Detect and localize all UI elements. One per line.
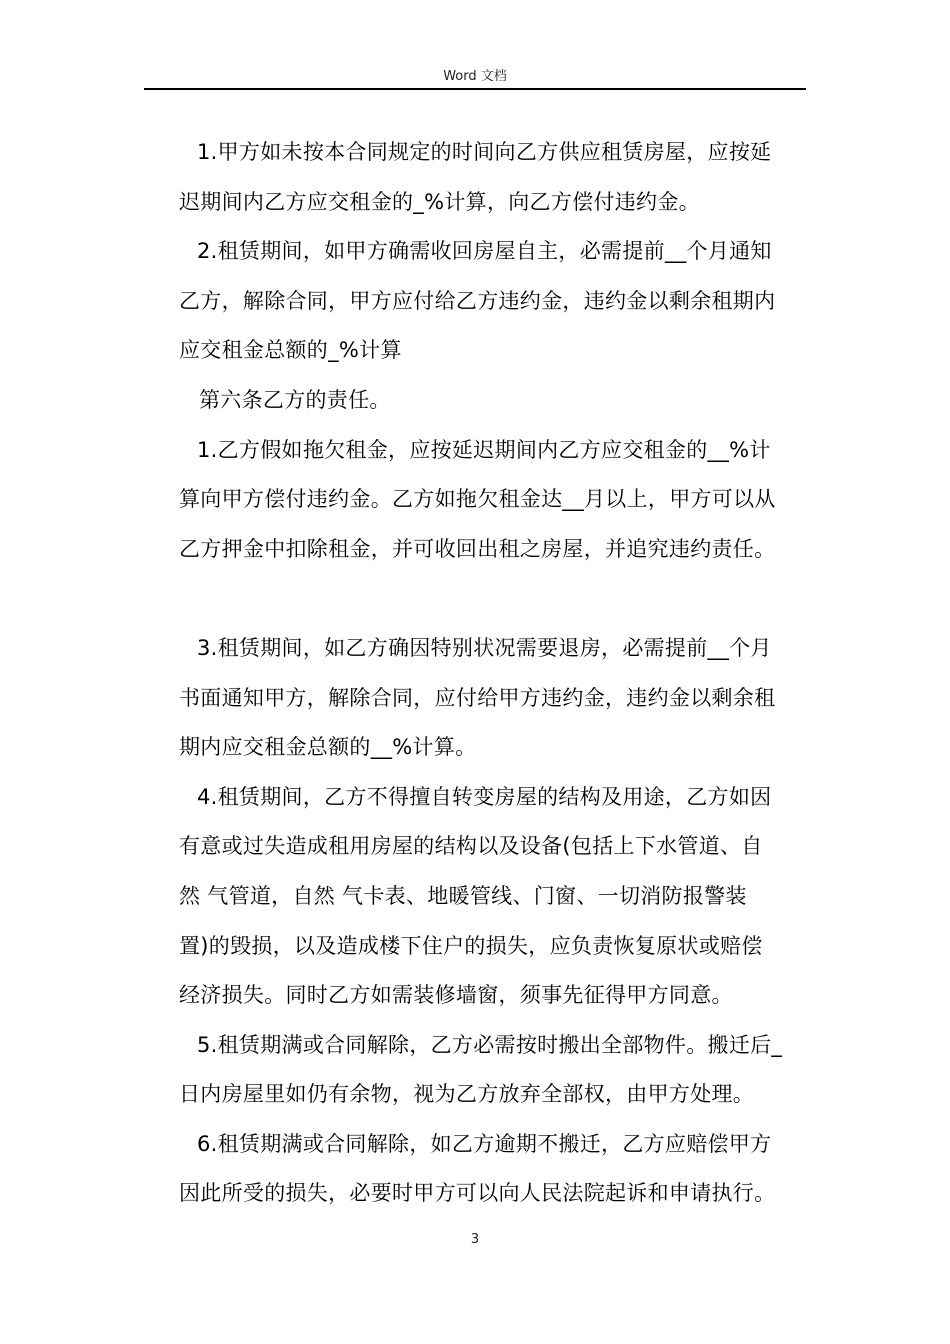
body-line: 应交租金总额的_%计算	[179, 338, 402, 362]
header-divider	[144, 88, 806, 90]
body-line: 期内应交租金总额的__%计算。	[179, 735, 477, 759]
section-heading: 第六条乙方的责任。	[199, 388, 391, 412]
page-number: 3	[470, 1232, 480, 1247]
body-line: 迟期间内乙方应交租金的_%计算，向乙方偿付违约金。	[179, 190, 700, 214]
body-line: 乙方，解除合同，甲方应付给乙方违约金，违约金以剩余租期内	[179, 289, 776, 313]
body-line: 置)的毁损，以及造成楼下住户的损失，应负责恢复原状或赔偿	[179, 934, 763, 958]
body-line: 有意或过失造成租用房屋的结构以及设备(包括上下水管道、自	[179, 834, 763, 858]
body-line: 6.租赁期满或合同解除，如乙方逾期不搬迁，乙方应赔偿甲方	[197, 1132, 772, 1156]
body-line: 5.租赁期满或合同解除，乙方必需按时搬出全部物件。搬迁后_	[197, 1033, 783, 1057]
body-line: 然 气管道，自然 气卡表、地暖管线、门窗、一切消防报警装	[179, 884, 747, 908]
body-line: 3.租赁期间，如乙方确因特别状况需要退房，必需提前__个月	[197, 636, 772, 660]
body-line: 经济损失。同时乙方如需装修墙窗，须事先征得甲方同意。	[179, 983, 733, 1007]
document-header-title: Word 文档	[443, 69, 507, 84]
body-line: 1.甲方如未按本合同规定的时间向乙方供应租赁房屋，应按延	[197, 140, 772, 164]
body-line: 因此所受的损失，必要时甲方可以向人民法院起诉和申请执行。	[179, 1181, 776, 1205]
body-line: 算向甲方偿付违约金。乙方如拖欠租金达__月以上，甲方可以从	[179, 487, 776, 511]
body-line: 1.乙方假如拖欠租金，应按延迟期间内乙方应交租金的__%计	[197, 438, 771, 462]
body-line: 4.租赁期间，乙方不得擅自转变房屋的结构及用途，乙方如因	[197, 785, 772, 809]
body-line: 书面通知甲方，解除合同，应付给甲方违约金，违约金以剩余租	[179, 686, 776, 710]
body-line: 乙方押金中扣除租金，并可收回出租之房屋，并追究违约责任。	[179, 537, 776, 561]
body-line: 日内房屋里如仍有余物，视为乙方放弃全部权，由甲方处理。	[179, 1082, 755, 1106]
body-line: 2.租赁期间，如甲方确需收回房屋自主，必需提前__个月通知	[197, 239, 772, 263]
